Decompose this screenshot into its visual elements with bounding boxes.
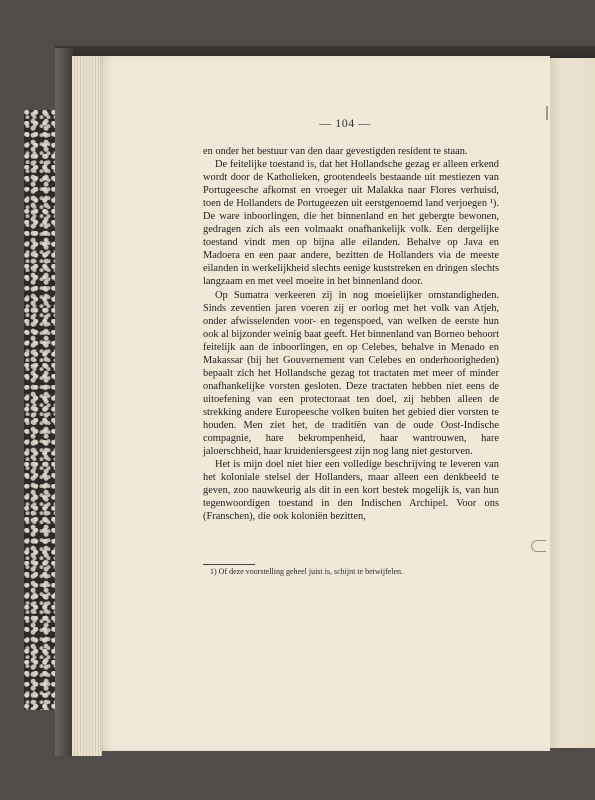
- marbled-cover-edge: [24, 110, 56, 710]
- paper-clip-mark: [531, 540, 546, 552]
- body-text: [203, 145, 499, 523]
- paragraph: De feitelijke toestand is, dat het Hollandsche gezag er alleen erkend wordt door de Katholieken, grootendeels bestaande uit mestiezen van Portugeesche afkomst en vroeger uit Malakka naar Flores verhuisd, toen de Hollanders de Portugeezen uit eerstgenoemd land verjoegen ¹). De ware inboorlingen, die het binnenland en het gebergte bewonen, gedragen zich als een volmaakt onafhankelijk volk. Een dergelijke toestand vindt men op bijna alle eilanden. Behalve op Java en Madoera en een paar andere, bezitten de Hollanders via de meeste eilanden in werkelijkheid slechts eenige kuststreken en dringen slechts langzaam en met veel moeite in het binnenland door.: [203, 159, 499, 288]
- footnote: 1) Of deze voorstelling geheel juist is, schijnt te betwijfelen.: [210, 567, 404, 576]
- facing-page-edge: [548, 58, 595, 748]
- paragraph: Op Sumatra verkeeren zij in nog moeielijker omstandigheden. Sinds zeventien jaren voeren zij er oorlog met het volk van Atjeh, onder afwisselenden voor- en tegenspoed, van welken de eerste hun ook al bijzonder weinig baat geeft. Het binnenland van Borneo behoort feitelijk aan de inboorlingen, en op Celebes, behalve in Menado en Makassar (bij het Gouvernement van Celebes en onderhoorigheden) bepaalt zich het Hollandsche gezag tot tractaten met meer of minder onafhankelijke vorsten gesloten. Deze tractaten hebben niet eens de uitoefening van een protectoraat ten doel, zij hebben alleen de strekking andere Europeesche volken buiten het gebied dier vorsten te houden. Men ziet het, de traditiën van de oude Oost-Indische compagnie, hare bekrompenheid, haar wantrouwen, hare jaloerschheid, haar kruideniersgeest zijn nog lang niet gestorven.: [203, 289, 499, 458]
- paragraph: Het is mijn doel niet hier een volledige beschrijving te leveren van het koloniale stelsel der Hollanders, maar alleen een denkbeeld te geven, zoo nauwkeurig als dit in een kort bestek mogelijk is, van hun tegenwoordigen toestand in den Indischen Archipel. Voor ons (Franschen), die ook koloniën bezitten,: [203, 459, 499, 523]
- page-edge-mark: [546, 106, 548, 120]
- stacked-page-edges: [72, 56, 102, 756]
- page-number: — 104 —: [319, 116, 371, 130]
- book-cover-spine: [55, 48, 73, 756]
- paragraph: en onder het bestuur van den daar gevestigden resident te staan.: [203, 146, 468, 157]
- footnote-rule: [203, 564, 255, 565]
